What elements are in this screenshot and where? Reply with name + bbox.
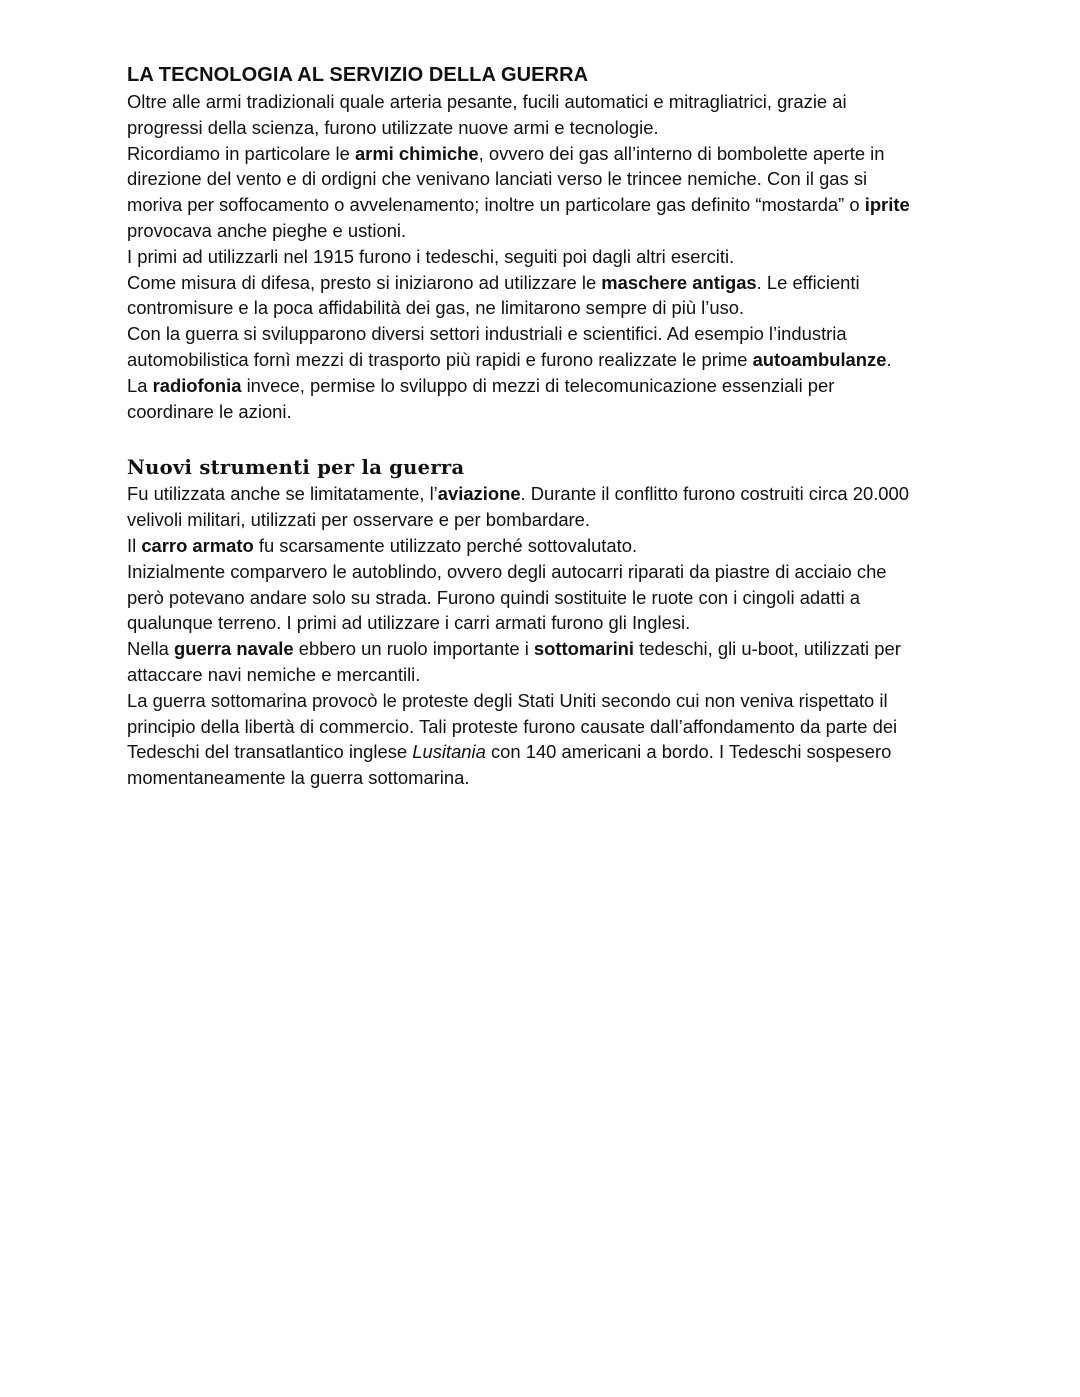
section-body xyxy=(127,89,967,424)
text-line xyxy=(127,89,967,115)
text-run: Tedeschi del transatlantico inglese xyxy=(127,741,413,763)
text-line xyxy=(127,739,967,765)
text-run: Il xyxy=(127,534,142,556)
text-run: . Le efficienti xyxy=(756,271,860,293)
text-run: moriva per soffocamento o avvelenamento; inoltre un particolare gas definito “mostarda” o xyxy=(127,194,865,216)
text-line xyxy=(127,141,967,167)
text-line xyxy=(127,373,967,399)
bold-term: maschere antigas xyxy=(601,271,757,293)
text-run: I primi ad utilizzarli nel 1915 furono i tedeschi, seguiti poi dagli altri eserciti. xyxy=(127,245,735,267)
text-line xyxy=(127,270,967,296)
text-run: , ovvero dei gas all’interno di bombolette aperte in xyxy=(478,142,885,164)
text-run: Inizialmente comparvero le autoblindo, ovvero degli autocarri riparati da piastre di acciaio che xyxy=(127,560,887,582)
text-run: qualunque terreno. I primi ad utilizzare i carri armati furono gli Inglesi. xyxy=(127,612,691,634)
text-line xyxy=(127,765,967,791)
text-line xyxy=(127,688,967,714)
text-run: attaccare navi nemiche e mercantili. xyxy=(127,663,421,685)
text-line xyxy=(127,192,967,218)
text-run: . Durante il conflitto furono costruiti circa 20.000 xyxy=(520,483,909,505)
text-run: . xyxy=(886,348,892,370)
section-title: LA TECNOLOGIA AL SERVIZIO DELLA GUERRA xyxy=(127,64,589,86)
text-line xyxy=(127,610,967,636)
text-run: però potevano andare solo su strada. Furono quindi sostituite le ruote con i cingoli adatti a xyxy=(127,586,861,608)
text-run: Oltre alle armi tradizionali quale arteria pesante, fucili automatici e mitragliatrici, grazie ai xyxy=(127,91,847,112)
text-run: Nella xyxy=(127,638,175,660)
text-run: Ricordiamo in particolare le xyxy=(127,142,355,164)
text-run: provocava anche pieghe e ustioni. xyxy=(127,219,407,241)
text-run: La guerra sottomarina provocò le proteste degli Stati Uniti secondo cui non veniva rispettato il xyxy=(127,689,888,711)
text-line xyxy=(127,662,967,688)
text-run: contromisure e la poca affidabilità dei gas, ne limitarono sempre di più l’uso. xyxy=(127,297,745,319)
text-run: tedeschi, gli u-boot, utilizzati per xyxy=(634,638,901,660)
subsection-body xyxy=(127,481,967,791)
text-run: momentaneamente la guerra sottomarina. xyxy=(127,767,470,789)
text-run: fu scarsamente utilizzato perché sottovalutato. xyxy=(253,534,638,556)
text-run: La xyxy=(127,374,153,396)
text-line xyxy=(127,321,967,347)
text-run: ebbero un ruolo importante i xyxy=(293,638,534,660)
text-run: automobilistica fornì mezzi di trasporto più rapidi e furono realizzate le prime xyxy=(127,348,753,370)
bold-term: carro armato xyxy=(141,534,254,556)
bold-term: autoambulanze xyxy=(752,348,887,370)
text-run: progressi della scienza, furono utilizzate nuove armi e tecnologie. xyxy=(127,116,659,138)
bold-term: iprite xyxy=(864,194,910,216)
italic-term: Lusitania xyxy=(412,741,486,763)
text-line xyxy=(127,559,967,585)
document-page xyxy=(127,62,967,791)
bold-term: aviazione xyxy=(437,483,521,505)
text-run: Con la guerra si svilupparono diversi settori industriali e scientifici. Ad esempio l’industria xyxy=(127,323,847,345)
text-line xyxy=(127,636,967,662)
text-line xyxy=(127,507,967,533)
subsection-title: Nuovi strumenti per la guerra xyxy=(127,456,465,480)
text-run: Fu utilizzata anche se limitatamente, l’ xyxy=(127,483,438,505)
text-line xyxy=(127,533,967,559)
text-line xyxy=(127,399,967,425)
text-line xyxy=(127,481,967,507)
text-run: principio della libertà di commercio. Tali proteste furono causate dall’affondamento da parte dei xyxy=(127,715,898,737)
text-line xyxy=(127,166,967,192)
text-run: velivoli militari, utilizzati per osservare e per bombardare. xyxy=(127,509,591,531)
text-run: con 140 americani a bordo. I Tedeschi sospesero xyxy=(485,741,892,763)
text-line xyxy=(127,218,967,244)
text-line xyxy=(127,714,967,740)
text-line xyxy=(127,295,967,321)
bold-term: sottomarini xyxy=(533,638,635,660)
bold-term: armi chimiche xyxy=(354,142,479,164)
text-line xyxy=(127,585,967,611)
text-line xyxy=(127,244,967,270)
text-run: direzione del vento e di ordigni che venivano lanciati verso le trincee nemiche. Con il gas si xyxy=(127,168,868,190)
text-line xyxy=(127,115,967,141)
text-run: Come misura di difesa, presto si iniziarono ad utilizzare le xyxy=(127,271,602,293)
text-line xyxy=(127,347,967,373)
text-run: invece, permise lo sviluppo di mezzi di telecomunicazione essenziali per xyxy=(241,374,835,396)
bold-term: guerra navale xyxy=(174,638,294,660)
text-run: coordinare le azioni. xyxy=(127,400,292,422)
bold-term: radiofonia xyxy=(152,374,242,396)
